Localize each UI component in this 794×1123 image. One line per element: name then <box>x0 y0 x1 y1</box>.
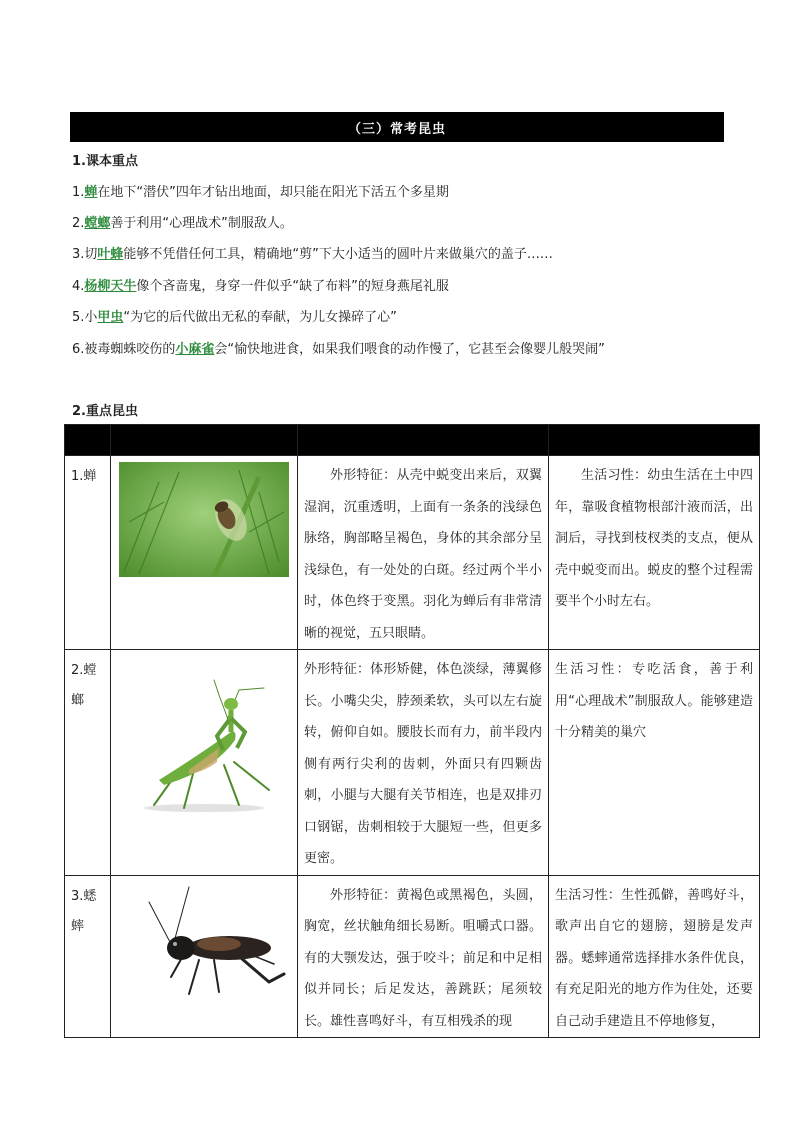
point-highlight: 杨柳天牛 <box>84 279 137 294</box>
header-cell <box>111 425 298 456</box>
point-text: 会“愉快地进食，如果我们喂食的动作慢了，它甚至会像婴儿般哭闹” <box>214 342 605 357</box>
point-prefix: 4. <box>72 279 85 294</box>
header-cell <box>65 425 111 456</box>
point-text: 能够不凭借任何工具，精确地“剪”下大小适当的圆叶片来做巢穴的盖子…… <box>123 247 553 262</box>
insect-habits: 生活习性：幼虫生活在土中四年，靠吸食植物根部汁液而活，出洞后，寻找到枝杈类的支点，便从壳中蜕变而出。蜕皮的整个过程需要半个小时左右。 <box>549 456 760 650</box>
cicada-photo-icon <box>111 456 298 650</box>
table-header-row <box>65 425 760 456</box>
point-text: 在地下“潜伏”四年才钻出地面，却只能在阳光下活五个多星期 <box>97 185 449 200</box>
point-prefix: 6.被毒蜘蛛咬伤的 <box>72 342 176 357</box>
header-cell <box>298 425 549 456</box>
course-points-heading: 1.课本重点 <box>72 154 138 169</box>
insect-name: 2.螳螂 <box>65 650 111 876</box>
header-cell <box>549 425 760 456</box>
point-highlight: 小麻雀 <box>175 342 215 357</box>
cricket-photo-icon <box>111 875 298 1038</box>
insect-appearance: 外形特征：体形矫健，体色淡绿，薄翼修长。小嘴尖尖，脖颈柔软，头可以左右旋转，俯仰自如。腰肢长而有力，前半段内侧有两行尖利的齿刺，外面只有四颗齿刺，小腿与大腿有关节相连，也是双排刃口钢锯，齿刺相较于大腿短一些，但更多更密。 <box>298 650 549 876</box>
table-row <box>65 875 760 1038</box>
point-item-4 <box>72 275 449 294</box>
point-prefix: 2. <box>72 216 85 231</box>
insect-table <box>64 424 760 1038</box>
point-item-5 <box>72 306 397 325</box>
key-insects-heading: 2.重点昆虫 <box>72 404 138 419</box>
cicada-photo <box>119 462 289 577</box>
section-title-bar <box>70 112 724 142</box>
point-prefix: 3.切 <box>72 247 98 262</box>
point-highlight: 蝉 <box>84 185 98 200</box>
point-prefix: 1. <box>72 185 85 200</box>
point-highlight: 叶蜂 <box>97 247 124 262</box>
insect-habits: 生活习性：生性孤僻，善鸣好斗，歌声出自它的翅膀，翅膀是发声器。蟋蟀通常选择排水条件优良，有充足阳光的地方作为住处，还要自己动手建造且不停地修复， <box>549 875 760 1038</box>
point-item-2 <box>72 212 293 231</box>
cricket-photo <box>119 882 289 1002</box>
point-item-3 <box>72 243 553 262</box>
insect-name: 3.蟋蟀 <box>65 875 111 1038</box>
point-text: 善于利用“心理战术”制服敌人。 <box>110 216 293 231</box>
point-text: 像个吝啬鬼，身穿一件似乎“缺了布料”的短身燕尾礼服 <box>136 279 449 294</box>
point-item-1 <box>72 181 449 200</box>
insect-appearance: 外形特征：从壳中蜕变出来后，双翼湿润，沉重透明，上面有一条条的浅绿色脉络，胸部略呈褐色，身体的其余部分呈浅绿色，有一处处的白斑。经过两个半小时，体色终于变黑。羽化为蝉后有非常清晰的视觉，五只眼睛。 <box>298 456 549 650</box>
table-row <box>65 650 760 876</box>
insect-name: 1.蝉 <box>65 456 111 650</box>
point-highlight: 螳螂 <box>84 216 111 231</box>
point-text: “为它的后代做出无私的奉献，为儿女操碎了心” <box>123 310 397 325</box>
point-item-6 <box>72 338 605 357</box>
mantis-photo <box>119 670 289 820</box>
point-highlight: 甲虫 <box>97 310 124 325</box>
insect-appearance: 外形特征：黄褐色或黑褐色，头圆，胸宽，丝状触角细长易断。咀嚼式口器。有的大颚发达，强于咬斗；前足和中足相似并同长；后足发达，善跳跃；尾须较长。雄性喜鸣好斗，有互相残杀的现 <box>298 875 549 1038</box>
point-prefix: 5.小 <box>72 310 98 325</box>
insect-habits: 生活习性：专吃活食，善于利用“心理战术”制服敌人。能够建造十分精美的巢穴 <box>549 650 760 876</box>
table-row <box>65 456 760 650</box>
section-title: （三）常考昆虫 <box>347 121 446 137</box>
mantis-photo-icon <box>111 650 298 876</box>
